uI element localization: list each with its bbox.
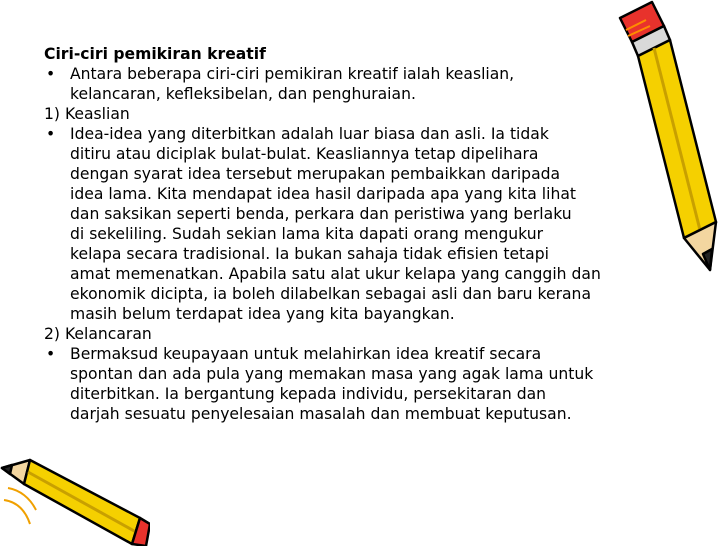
bullet-line: masih belum terdapat idea yang kita bayangkan. xyxy=(70,305,455,323)
bullet-line: darjah sesuatu penyelesaian masalah dan membuat keputusan. xyxy=(70,405,572,423)
slide-content xyxy=(44,44,692,424)
bullet-line: dan saksikan seperti benda, perkara dan peristiwa yang berlaku xyxy=(70,205,572,223)
bullet-line: diterbitkan. Ia bergantung kepada individu, persekitaran dan xyxy=(70,385,547,403)
bullet-line: ditiru atau diciplak bulat-bulat. Keasliannya tetap dipelihara xyxy=(70,145,539,163)
bullet-line: dengan syarat idea tersebut merupakan pembaikkan daripada xyxy=(70,165,561,183)
slide-title: Ciri-ciri pemikiran kreatif xyxy=(44,45,266,63)
bullet-line: kelapa secara tradisional. Ia bukan sahaja tidak efisien tetapi xyxy=(70,245,549,263)
pencil-icon-left xyxy=(0,440,150,546)
bullet-dot: • xyxy=(46,65,56,83)
bullet-line: Bermaksud keupayaan untuk melahirkan idea kreatif secara xyxy=(70,345,542,363)
bullet-line: amat memenatkan. Apabila satu alat ukur kelapa yang canggih dan xyxy=(70,265,601,283)
kelancaran-bullet xyxy=(44,344,692,424)
bullet-line: Antara beberapa ciri-ciri pemikiran kreatif ialah keaslian, xyxy=(70,65,515,83)
bullet-line: spontan dan ada pula yang memakan masa yang agak lama untuk xyxy=(70,365,594,383)
bullet-dot: • xyxy=(46,125,56,143)
bullet-line: kelancaran, kefleksibelan, dan penghuraian. xyxy=(70,85,416,103)
bullet-line: Idea-idea yang diterbitkan adalah luar biasa dan asli. Ia tidak xyxy=(70,125,549,143)
keaslian-bullet xyxy=(44,124,692,324)
bullet-line: idea lama. Kita mendapat idea hasil daripada apa yang kita lihat xyxy=(70,185,576,203)
section-heading-keaslian: 1) Keaslian xyxy=(44,105,130,123)
bullet-line: ekonomik dicipta, ia boleh dilabelkan sebagai asli dan baru kerana xyxy=(70,285,591,303)
section-heading-kelancaran: 2) Kelancaran xyxy=(44,325,152,343)
intro-bullet xyxy=(44,64,692,104)
bullet-line: di sekeliling. Sudah sekian lama kita dapati orang mengukur xyxy=(70,225,543,243)
bullet-dot: • xyxy=(46,345,56,363)
